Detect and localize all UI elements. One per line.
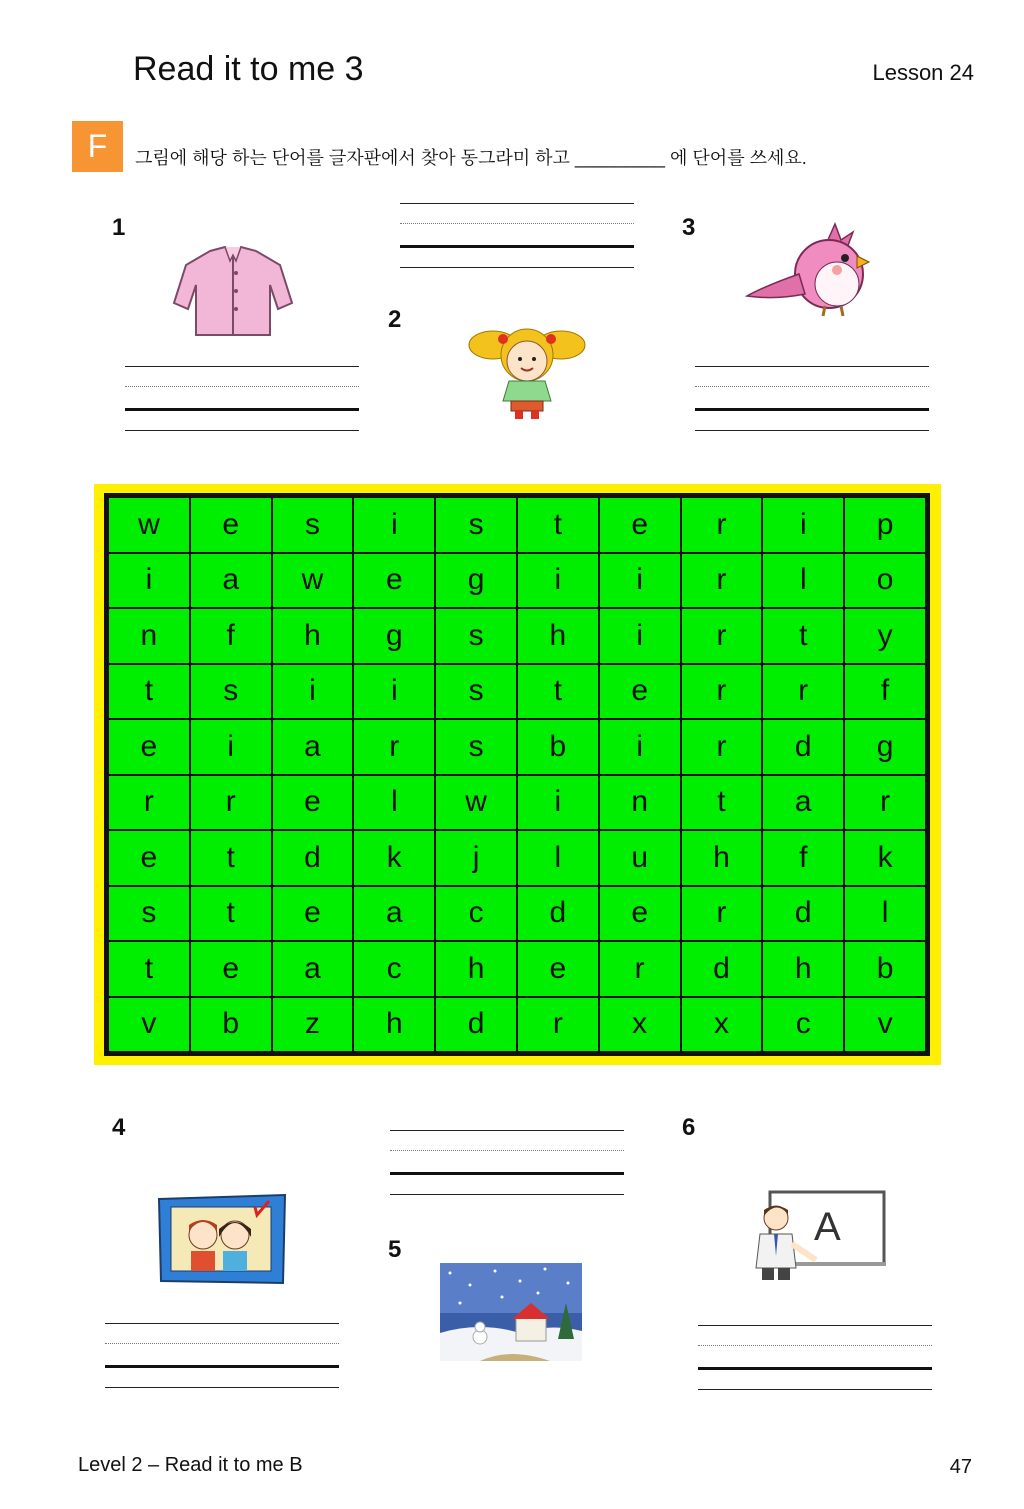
puzzle-cell[interactable]: d (681, 941, 763, 997)
puzzle-cell[interactable]: r (844, 775, 926, 831)
puzzle-cell[interactable]: s (272, 497, 354, 553)
puzzle-cell[interactable]: t (190, 830, 272, 886)
puzzle-cell[interactable]: v (844, 997, 926, 1053)
item-number-1: 1 (112, 214, 126, 241)
puzzle-cell[interactable]: s (108, 886, 190, 942)
puzzle-cell[interactable]: x (599, 997, 681, 1053)
item-number-3: 3 (682, 214, 696, 241)
puzzle-cell[interactable]: i (353, 497, 435, 553)
puzzle-row (108, 886, 926, 942)
puzzle-cell[interactable]: y (844, 608, 926, 664)
puzzle-cell[interactable]: t (681, 775, 763, 831)
puzzle-cell[interactable]: g (844, 719, 926, 775)
puzzle-cell[interactable]: t (108, 664, 190, 720)
puzzle-cell[interactable]: l (844, 886, 926, 942)
bird-icon (745, 222, 871, 320)
puzzle-cell[interactable]: z (272, 997, 354, 1053)
puzzle-cell[interactable]: t (762, 608, 844, 664)
puzzle-cell[interactable]: d (762, 886, 844, 942)
puzzle-cell[interactable]: s (435, 497, 517, 553)
puzzle-cell[interactable]: d (517, 886, 599, 942)
puzzle-cell[interactable]: b (190, 997, 272, 1053)
puzzle-cell[interactable]: o (844, 553, 926, 609)
shirt-icon (170, 245, 296, 340)
puzzle-cell[interactable]: e (108, 830, 190, 886)
puzzle-cell[interactable]: g (353, 608, 435, 664)
word-search-grid (104, 493, 930, 1056)
footer-level-label: Level 2 – Read it to me B (78, 1454, 303, 1476)
puzzle-row (108, 775, 926, 831)
puzzle-cell[interactable]: e (599, 664, 681, 720)
puzzle-cell[interactable]: h (272, 608, 354, 664)
puzzle-cell[interactable]: r (681, 553, 763, 609)
puzzle-cell[interactable]: i (190, 719, 272, 775)
puzzle-cell[interactable]: f (762, 830, 844, 886)
puzzle-cell[interactable]: r (108, 775, 190, 831)
puzzle-cell[interactable]: i (599, 608, 681, 664)
puzzle-cell[interactable]: c (353, 941, 435, 997)
page-number: 47 (949, 1456, 972, 1478)
puzzle-cell[interactable]: i (599, 553, 681, 609)
puzzle-cell[interactable]: a (272, 941, 354, 997)
puzzle-cell[interactable]: i (517, 775, 599, 831)
puzzle-cell[interactable]: e (190, 497, 272, 553)
puzzle-cell[interactable]: r (681, 664, 763, 720)
section-badge: F (72, 121, 123, 172)
puzzle-cell[interactable]: t (517, 497, 599, 553)
puzzle-cell[interactable]: a (762, 775, 844, 831)
item-number-6: 6 (682, 1114, 696, 1141)
puzzle-row (108, 830, 926, 886)
writing-lines-6[interactable] (698, 1325, 932, 1391)
puzzle-cell[interactable]: a (190, 553, 272, 609)
puzzle-cell[interactable]: r (599, 941, 681, 997)
puzzle-cell[interactable]: l (517, 830, 599, 886)
puzzle-cell[interactable]: e (599, 497, 681, 553)
puzzle-cell[interactable]: i (272, 664, 354, 720)
puzzle-cell[interactable]: r (681, 497, 763, 553)
puzzle-row (108, 497, 926, 553)
puzzle-cell[interactable]: h (681, 830, 763, 886)
puzzle-cell[interactable]: h (517, 608, 599, 664)
puzzle-row (108, 664, 926, 720)
puzzle-row (108, 941, 926, 997)
winter-scene-icon (440, 1263, 582, 1361)
puzzle-cell[interactable]: p (844, 497, 926, 553)
page-title: Read it to me 3 (133, 50, 364, 88)
puzzle-cell[interactable]: d (272, 830, 354, 886)
puzzle-cell[interactable]: n (599, 775, 681, 831)
puzzle-cell[interactable]: r (762, 664, 844, 720)
puzzle-cell[interactable]: j (435, 830, 517, 886)
puzzle-cell[interactable]: w (108, 497, 190, 553)
puzzle-cell[interactable]: c (435, 886, 517, 942)
puzzle-cell[interactable]: w (272, 553, 354, 609)
puzzle-cell[interactable]: l (762, 553, 844, 609)
puzzle-row (108, 608, 926, 664)
puzzle-cell[interactable]: w (435, 775, 517, 831)
puzzle-cell[interactable]: e (517, 941, 599, 997)
puzzle-cell[interactable]: l (353, 775, 435, 831)
family-photo-icon (157, 1193, 287, 1285)
puzzle-cell[interactable]: i (762, 497, 844, 553)
puzzle-cell[interactable]: k (353, 830, 435, 886)
puzzle-cell[interactable]: e (108, 719, 190, 775)
puzzle-cell[interactable]: b (844, 941, 926, 997)
writing-lines-4[interactable] (105, 1323, 339, 1389)
puzzle-cell[interactable]: s (435, 608, 517, 664)
puzzle-cell[interactable]: h (353, 997, 435, 1053)
puzzle-cell[interactable]: u (599, 830, 681, 886)
puzzle-cell[interactable]: f (190, 608, 272, 664)
puzzle-cell[interactable]: s (190, 664, 272, 720)
puzzle-cell[interactable]: s (435, 719, 517, 775)
lesson-label: Lesson 24 (872, 60, 974, 85)
puzzle-cell[interactable]: i (599, 719, 681, 775)
puzzle-cell[interactable]: e (353, 553, 435, 609)
puzzle-cell[interactable]: h (762, 941, 844, 997)
puzzle-cell[interactable]: c (762, 997, 844, 1053)
puzzle-cell[interactable]: b (517, 719, 599, 775)
puzzle-row (108, 719, 926, 775)
puzzle-cell[interactable]: t (190, 886, 272, 942)
puzzle-cell[interactable]: e (190, 941, 272, 997)
puzzle-cell[interactable]: i (517, 553, 599, 609)
puzzle-cell[interactable]: r (681, 608, 763, 664)
puzzle-cell[interactable]: r (681, 719, 763, 775)
writing-lines-5[interactable] (390, 1130, 624, 1196)
puzzle-cell[interactable]: k (844, 830, 926, 886)
puzzle-cell[interactable]: n (108, 608, 190, 664)
puzzle-cell[interactable]: t (517, 664, 599, 720)
puzzle-cell[interactable]: e (272, 775, 354, 831)
writing-lines-1[interactable] (125, 366, 359, 432)
item-number-4: 4 (112, 1114, 126, 1141)
puzzle-cell[interactable]: v (108, 997, 190, 1053)
puzzle-cell[interactable]: a (353, 886, 435, 942)
puzzle-cell[interactable]: d (762, 719, 844, 775)
item-number-2: 2 (388, 306, 402, 333)
puzzle-cell[interactable]: s (435, 664, 517, 720)
puzzle-cell[interactable]: a (272, 719, 354, 775)
svg-text:A: A (814, 1205, 841, 1249)
puzzle-cell[interactable]: t (108, 941, 190, 997)
teacher-icon (754, 1188, 888, 1282)
puzzle-cell[interactable]: g (435, 553, 517, 609)
puzzle-cell[interactable]: i (108, 553, 190, 609)
puzzle-row (108, 997, 926, 1053)
puzzle-cell[interactable]: e (272, 886, 354, 942)
puzzle-cell[interactable]: i (353, 664, 435, 720)
item-number-5: 5 (388, 1236, 402, 1263)
puzzle-cell[interactable]: d (435, 997, 517, 1053)
puzzle-cell[interactable]: r (353, 719, 435, 775)
puzzle-cell[interactable]: r (190, 775, 272, 831)
instruction-text: 그림에 해당 하는 단어를 글자판에서 찾아 동그라미 하고 _________ 에 단어를 쓰세요. (135, 148, 807, 168)
writing-lines-3[interactable] (695, 366, 929, 432)
puzzle-cell[interactable]: h (435, 941, 517, 997)
puzzle-row (108, 553, 926, 609)
puzzle-cell[interactable]: e (599, 886, 681, 942)
puzzle-cell[interactable]: r (681, 886, 763, 942)
girl-icon (463, 325, 591, 421)
puzzle-cell[interactable]: f (844, 664, 926, 720)
writing-lines-2[interactable] (400, 203, 634, 269)
puzzle-cell[interactable]: r (517, 997, 599, 1053)
puzzle-cell[interactable]: x (681, 997, 763, 1053)
